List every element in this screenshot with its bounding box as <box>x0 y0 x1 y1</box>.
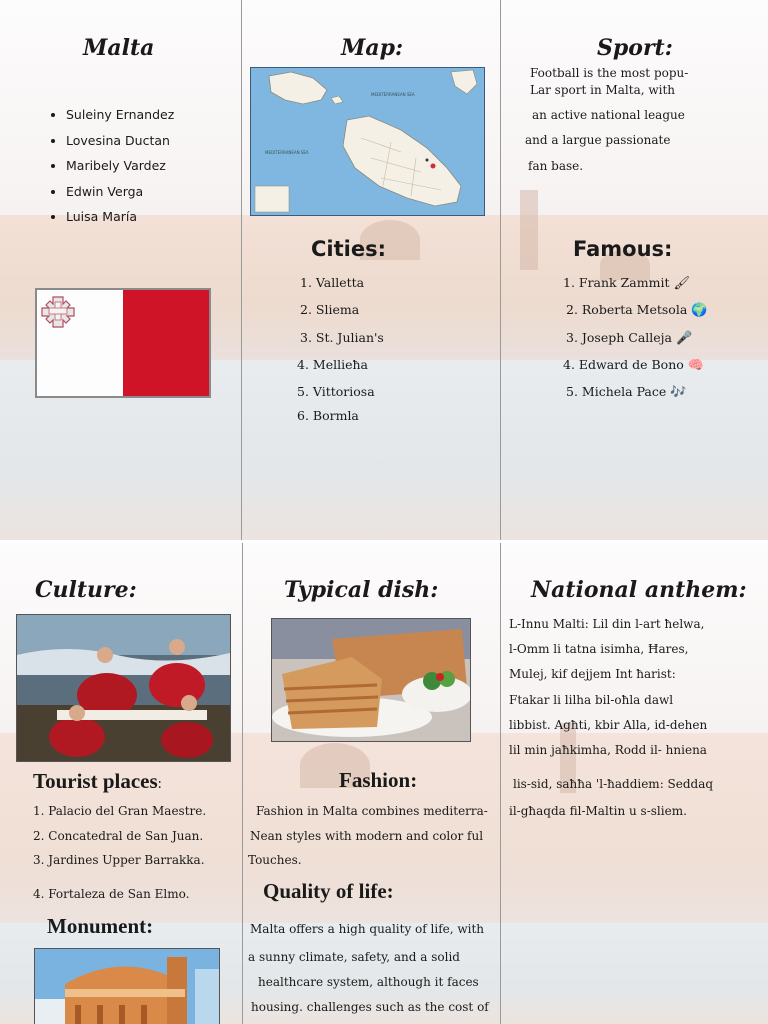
sport-title: Sport: <box>597 35 673 61</box>
list-item: • Lovesina Ductan <box>66 131 174 157</box>
sport-text: an active national league <box>532 108 685 122</box>
microphone-icon: 🎤 <box>676 331 693 346</box>
quality-text: Malta offers a high quality of life, with <box>250 922 485 936</box>
city-item: 6. Bormla <box>297 408 359 423</box>
sport-text: Football is the most popu- <box>530 66 689 80</box>
monument-photo <box>34 948 220 1024</box>
list-item: • Maribely Vardez <box>66 156 174 182</box>
tourist-item: 2. Concatedral de San Juan. <box>33 829 204 843</box>
quality-of-life-title: Quality of life: <box>263 879 394 903</box>
fashion-title: Fashion: <box>339 768 418 792</box>
city-item: 3. St. Julian's <box>300 330 384 345</box>
tourist-item: 1. Palacio del Gran Maestre. <box>33 804 207 818</box>
anthem-line: lil min jaħkimha, Rodd il- hniena <box>509 743 707 757</box>
fold-line <box>242 543 243 1024</box>
quality-text: healthcare system, although it faces <box>258 975 479 989</box>
city-item: 5. Vittoriosa <box>297 384 375 399</box>
fashion-text: Fashion in Malta combines mediterra- <box>256 804 488 818</box>
bottom-half <box>0 543 768 1024</box>
typical-dish-title: Typical dish: <box>284 577 439 603</box>
george-cross-icon <box>41 294 75 328</box>
sport-text: Lar sport in Malta, with <box>530 83 676 97</box>
brain-icon: 🧠 <box>687 358 704 373</box>
anthem-line: lis-sid, saħħa 'l-ħaddiem: Seddaq <box>513 777 714 791</box>
anthem-line: L-Innu Malti: Lil din l-art ħelwa, <box>509 617 705 631</box>
members-list <box>48 105 174 233</box>
brush-icon: 🖌 <box>673 276 690 291</box>
map-label: MEDITERRANEAN SEA <box>265 150 309 155</box>
anthem-line: Mulej, kif dejjem Int ħarist: <box>509 667 676 681</box>
city-item: 2. Sliema <box>300 302 360 317</box>
dish-photo <box>271 618 471 742</box>
fold-line <box>241 0 242 540</box>
fold-line <box>500 543 501 1024</box>
list-item: • Suleiny Ernandez <box>66 105 174 131</box>
monument-title: Monument: <box>47 914 154 938</box>
globe-icon: 🌍 <box>691 303 708 318</box>
anthem-line: libbist. Agħti, kbir Alla, id-dehen <box>509 718 708 732</box>
city-item: 1. Valletta <box>300 275 365 290</box>
list-item: • Edwin Verga <box>66 182 174 208</box>
music-icon: 🎶 <box>670 385 687 400</box>
quality-text: a sunny climate, safety, and a solid <box>248 950 460 964</box>
map-title: Map: <box>341 35 404 61</box>
culture-title: Culture: <box>35 577 137 603</box>
map-label: MEDITERRANEAN SEA <box>371 92 415 97</box>
fold-line <box>500 0 501 540</box>
famous-item: 3. Joseph Calleja 🎤 <box>566 330 693 346</box>
quality-text: housing. challenges such as the cost of <box>251 1000 489 1014</box>
tourist-item: 3. Jardines Upper Barrakka. <box>33 853 205 867</box>
famous-item: 1. Frank Zammit 🖌 <box>563 275 690 291</box>
malta-map <box>250 67 485 216</box>
tourist-item: 4. Fortaleza de San Elmo. <box>33 887 190 901</box>
tourist-title: Tourist places: <box>33 769 162 793</box>
anthem-line: il-għaqda fil-Maltin u s-sliem. <box>509 804 687 818</box>
malta-title: Malta <box>83 35 155 61</box>
anthem-line: l-Omm li tatna isimha, Ħares, <box>509 642 689 656</box>
famous-item: 4. Edward de Bono 🧠 <box>563 357 704 373</box>
malta-flag <box>35 288 211 398</box>
list-item: • Luisa María <box>66 207 174 233</box>
anthem-line: Ftakar li lilha bil-oħla dawl <box>509 693 674 707</box>
famous-item: 2. Roberta Metsola 🌍 <box>566 302 708 318</box>
culture-photo <box>16 614 231 762</box>
fashion-text: Touches. <box>248 853 302 867</box>
sport-text: and a largue passionate <box>525 133 671 147</box>
city-item: 4. Mellieħa <box>297 357 368 372</box>
cities-title: Cities: <box>311 237 386 261</box>
famous-title: Famous: <box>573 237 673 261</box>
fashion-text: Nean styles with modern and color ful <box>250 829 484 843</box>
sport-text: fan base. <box>528 159 584 173</box>
famous-item: 5. Michela Pace 🎶 <box>566 384 687 400</box>
national-anthem-title: National anthem: <box>531 577 747 603</box>
